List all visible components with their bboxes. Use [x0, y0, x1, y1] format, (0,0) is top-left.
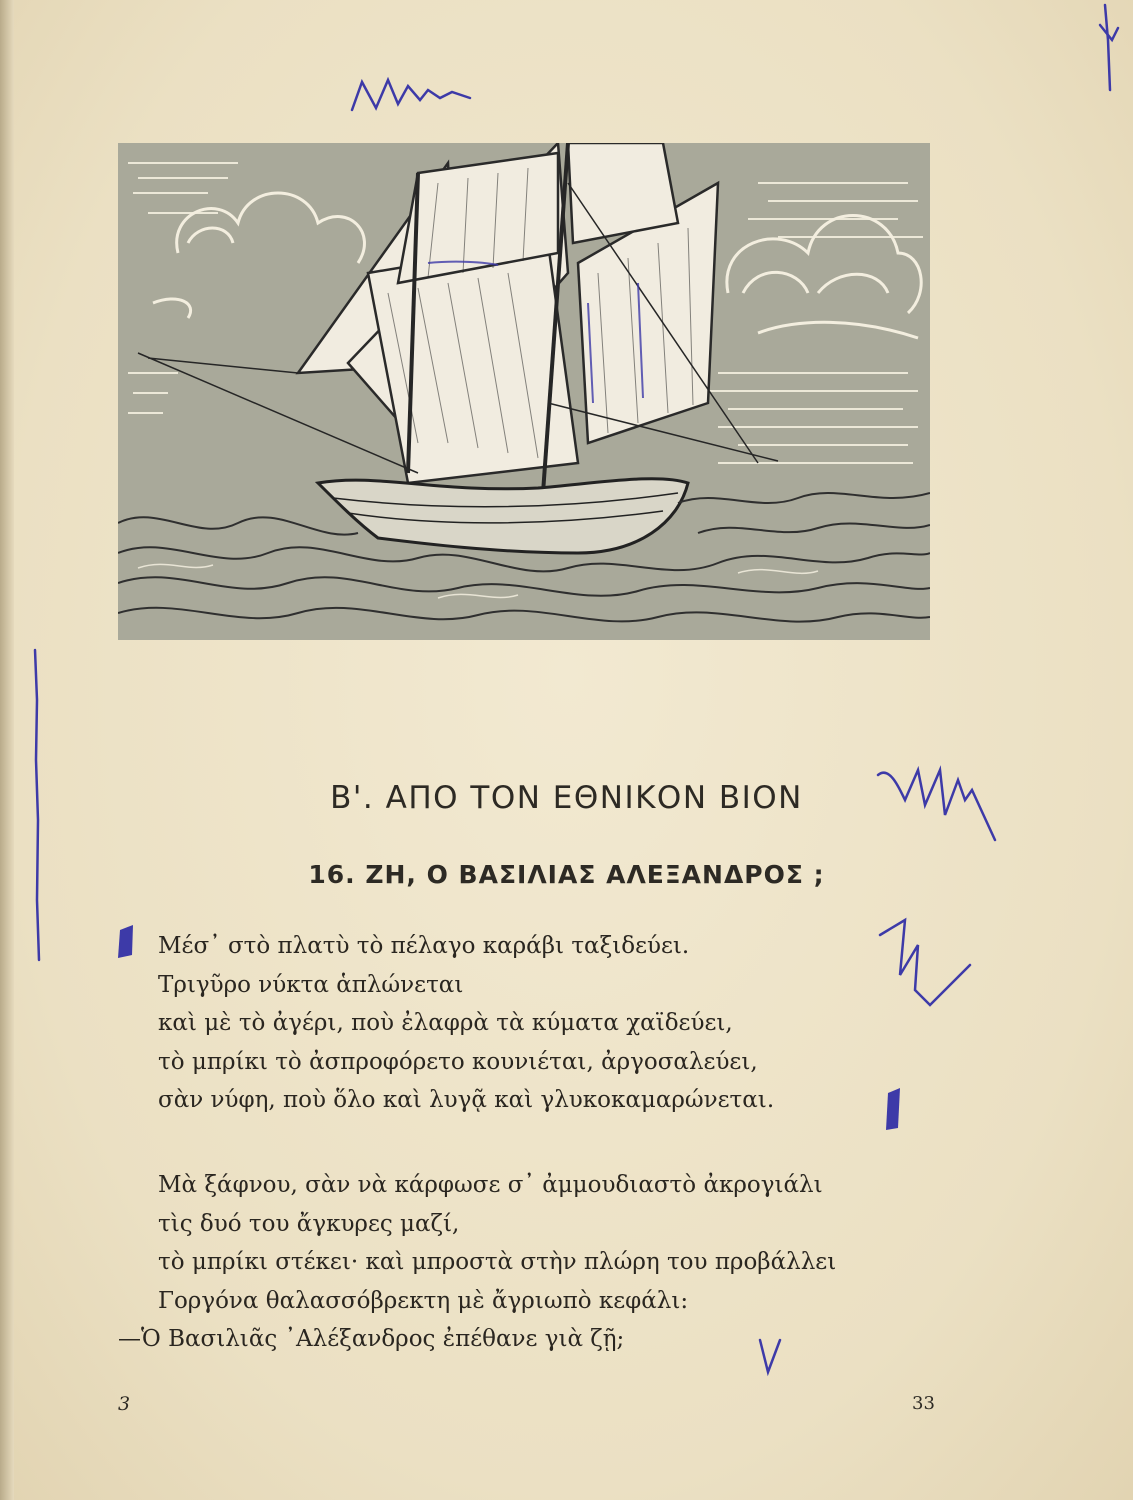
pen-scribble-top [352, 80, 470, 110]
signature-mark: 3 [118, 1393, 131, 1415]
page-number: 33 [912, 1393, 935, 1414]
poem-line: τὸ μπρίκι στέκει· καὶ μπροστὰ στὴν πλώρη του προβάλλει [158, 1249, 837, 1275]
pen-margin-mark [1100, 25, 1118, 40]
poem-line: —Ὁ Βασιλιᾶς ᾿Αλέξανδρος ἐπέθανε γιὰ ζῇ; [118, 1326, 625, 1352]
poem-line: Μὰ ξάφνου, σὰν νὰ κάρφωσε σ᾽ ἀμμουδιαστὸ ἀκρογιάλι [158, 1172, 823, 1198]
pen-mark-line-end [886, 1088, 900, 1130]
pen-mark-stanza-start [118, 925, 133, 958]
page-spine-shadow [0, 0, 14, 1500]
poem-line: Μέσ᾽ στὸ πλατὺ τὸ πέλαγο καράβι ταξιδεύει. [158, 933, 690, 959]
poem-line: τὶς δυό του ἄγκυρες μαζί, [158, 1210, 460, 1237]
poem-line: καὶ μὲ τὸ ἀγέρι, ποὺ ἐλαφρὰ τὰ κύματα χαϊδεύει, [158, 1010, 733, 1036]
section-heading: Β'. ΑΠΟ ΤΟΝ ΕΘΝΙΚΟΝ ΒΙΟΝ [330, 780, 803, 816]
poem-title: 16. ΖΗ, Ο ΒΑΣΙΛΙΑΣ ΑΛΕΞΑΝΔΡΟΣ ; [308, 860, 825, 889]
poem-line: σὰν νύφη, ποὺ ὅλο καὶ λυγᾷ καὶ γλυκοκαμαρώνεται. [158, 1087, 775, 1113]
sailing-ship-illustration [118, 143, 930, 640]
poem-line: τὸ μπρίκι τὸ ἀσπροφόρετο κουνιέται, ἀργοσαλεύει, [158, 1048, 758, 1075]
poem-stanza-1 [158, 927, 774, 1120]
poem-line: Τριγῦρο νύκτα ἁπλώνεται [158, 971, 464, 998]
pen-margin-line [1105, 5, 1110, 90]
poem-stanza-2 [118, 1166, 837, 1359]
pen-scribble-stanza [880, 920, 970, 1005]
poem-line: Γοργόνα θαλασσόβρεκτη μὲ ἄγριωπὸ κεφάλι: [158, 1287, 689, 1314]
